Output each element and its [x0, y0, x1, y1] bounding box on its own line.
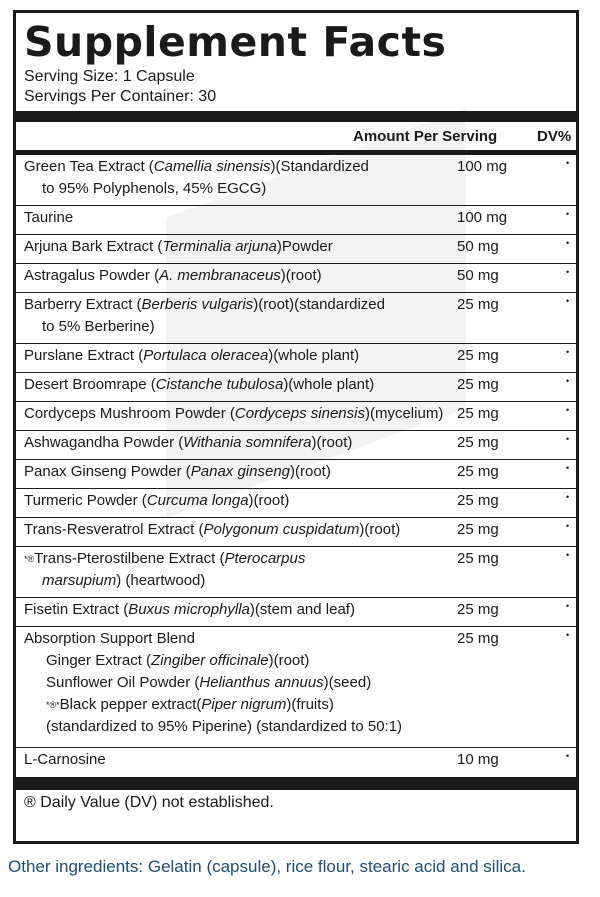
latin-name: Piper nigrum: [201, 696, 287, 713]
ingredient-row: [16, 344, 576, 373]
ingredient-name: [24, 156, 454, 200]
ingredient-name: [24, 432, 454, 454]
ingredient-row: [16, 235, 576, 264]
latin-name: Pterocarpus: [224, 550, 306, 567]
ingredient-amount: 100 mg: [457, 209, 508, 226]
other-ingredients: Other ingredients: Gelatin (capsule), rice flour, stearic acid and silica.: [8, 857, 526, 876]
ingredient-row: [16, 598, 576, 627]
dv-value: •: [566, 492, 570, 502]
panel-title: Supplement Facts: [24, 18, 447, 66]
ingredient-line: Fisetin Extract (Buxus microphylla)(stem and leaf): [24, 601, 355, 618]
ingredient-line: *®Trans-Pterostilbene Extract (Pterocarpus: [24, 550, 306, 567]
dv-value: •: [566, 347, 570, 357]
footnote: ® Daily Value (DV) not established.: [24, 794, 274, 811]
ingredient-amount: 10 mg: [457, 751, 499, 768]
blend-sub-ingredient: Ginger Extract (Zingiber officinale)(root): [46, 652, 310, 669]
ingredient-name: [24, 236, 454, 258]
ingredient-row: [16, 293, 576, 344]
blend-sub-note: (standardized to 95% Piperine) (standardized to 50:1): [46, 718, 403, 735]
ingredient-name: [24, 265, 454, 287]
dv-value: •: [566, 463, 570, 473]
latin-name: Camellia sinensis: [153, 158, 271, 175]
dv-value: •: [566, 267, 570, 277]
latin-name: Zingiber officinale: [151, 652, 269, 669]
ingredient-line: Cordyceps Mushroom Powder (Cordyceps sinensis)(mycelium): [24, 405, 444, 422]
blend-sub-ingredient: *®*Black pepper extract(Piper nigrum)(fruits): [46, 696, 334, 713]
ingredient-amount: 100 mg: [457, 158, 508, 175]
ingredient-line: Trans-Resveratrol Extract (Polygonum cuspidatum)(root): [24, 521, 401, 538]
latin-name: Curcuma longa: [146, 492, 249, 509]
dv-value: •: [566, 601, 570, 611]
ingredient-name: [24, 548, 454, 592]
ingredient-name: [24, 345, 454, 367]
dv-value: •: [566, 550, 570, 560]
ingredient-row: [16, 627, 576, 748]
dv-value: •: [566, 521, 570, 531]
ingredient-name: [24, 403, 454, 425]
dv-value: •: [566, 376, 570, 386]
ingredient-line: Green Tea Extract (Camellia sinensis)(Standardized: [24, 158, 369, 175]
dv-value: •: [566, 630, 570, 640]
ingredient-line: Barberry Extract (Berberis vulgaris)(root)(standardized: [24, 296, 385, 313]
serving-size: Serving Size: 1 Capsule: [24, 68, 195, 85]
ingredient-amount: 25 mg: [457, 601, 499, 618]
ingredient-line: Turmeric Powder (Curcuma longa)(root): [24, 492, 290, 509]
ingredient-line: Ashwagandha Powder (Withania somnifera)(root): [24, 434, 353, 451]
ingredient-amount: 50 mg: [457, 267, 499, 284]
column-header: [16, 122, 576, 155]
ingredient-line: Desert Broomrape (Cistanche tubulosa)(whole plant): [24, 376, 375, 393]
dv-value: •: [566, 434, 570, 444]
ingredient-amount: 25 mg: [457, 521, 499, 538]
dv-value: •: [566, 405, 570, 415]
latin-name: Terminalia arjuna: [162, 238, 277, 255]
ingredient-row: [16, 373, 576, 402]
dv-value: •: [566, 158, 570, 168]
latin-name: marsupium: [42, 572, 117, 589]
latin-name: Cistanche tubulosa: [155, 376, 284, 393]
ingredient-name: [24, 749, 454, 771]
ingredient-line: Taurine: [24, 209, 74, 226]
ingredient-name: [24, 207, 454, 229]
ingredient-amount: 50 mg: [457, 238, 499, 255]
ingredient-line: Panax Ginseng Powder (Panax ginseng)(root): [24, 463, 331, 480]
blend-name: Absorption Support Blend: [24, 630, 195, 647]
ingredient-row: [16, 489, 576, 518]
ingredient-list: [16, 155, 576, 778]
servings-per-container: Servings Per Container: 30: [24, 88, 217, 105]
ingredient-line-2: to 95% Polyphenols, 45% EGCG): [42, 180, 267, 197]
ingredient-line: Purslane Extract (Portulaca oleracea)(whole plant): [24, 347, 360, 364]
latin-name: Helianthus annuus: [199, 674, 324, 691]
ingredient-row: [16, 547, 576, 598]
ingredient-amount: 25 mg: [457, 376, 499, 393]
ingredient-name: [24, 461, 454, 483]
dv-value: •: [566, 209, 570, 219]
latin-name: A. membranaceus: [159, 267, 281, 284]
dv-header: DV%: [537, 128, 572, 145]
latin-name: Berberis vulgaris: [141, 296, 254, 313]
latin-name: Portulaca oleracea: [143, 347, 269, 364]
ingredient-name: [24, 599, 454, 621]
supplement-facts-panel: [13, 10, 579, 844]
ingredient-row: [16, 748, 576, 778]
symbol-mark: *®*: [46, 700, 60, 710]
ingredient-row: [16, 264, 576, 293]
latin-name: Cordyceps sinensis: [234, 405, 365, 422]
ingredient-name: [24, 374, 454, 396]
latin-name: Buxus microphylla: [128, 601, 250, 618]
ingredient-row: [16, 518, 576, 547]
ingredient-row: [16, 206, 576, 235]
blend-sub-ingredient: Sunflower Oil Powder (Helianthus annuus)(seed): [46, 674, 372, 691]
latin-name: Panax ginseng: [190, 463, 291, 480]
dv-value: •: [566, 296, 570, 306]
ingredient-line: L-Carnosine: [24, 751, 106, 768]
ingredient-name: [24, 294, 454, 338]
symbol-mark: *®: [24, 554, 35, 564]
bottom-bar: [16, 778, 576, 790]
ingredient-line-2: marsupium) (heartwood): [42, 572, 206, 589]
latin-name: Withania somnifera: [183, 434, 312, 451]
ingredient-amount: 25 mg: [457, 492, 499, 509]
ingredient-name: [24, 628, 454, 738]
ingredient-line: Astragalus Powder (A. membranaceus)(root): [24, 267, 322, 284]
ingredient-row: [16, 402, 576, 431]
ingredient-name: [24, 519, 454, 541]
ingredient-amount: 25 mg: [457, 405, 499, 422]
ingredient-amount: 25 mg: [457, 347, 499, 364]
latin-name: Polygonum cuspidatum: [203, 521, 360, 538]
ingredient-line: Arjuna Bark Extract (Terminalia arjuna)Powder: [24, 238, 333, 255]
dv-value: •: [566, 238, 570, 248]
ingredient-row: [16, 155, 576, 206]
ingredient-amount: 25 mg: [457, 296, 499, 313]
amount-header: Amount Per Serving: [353, 128, 498, 145]
ingredient-amount: 25 mg: [457, 434, 499, 451]
ingredient-line-2: to 5% Berberine): [42, 318, 155, 335]
dv-value: •: [566, 751, 570, 761]
ingredient-amount: 25 mg: [457, 550, 499, 567]
ingredient-amount: 25 mg: [457, 630, 499, 647]
ingredient-name: [24, 490, 454, 512]
divider-bar: [16, 111, 576, 122]
ingredient-amount: 25 mg: [457, 463, 499, 480]
ingredient-row: [16, 460, 576, 489]
ingredient-row: [16, 431, 576, 460]
